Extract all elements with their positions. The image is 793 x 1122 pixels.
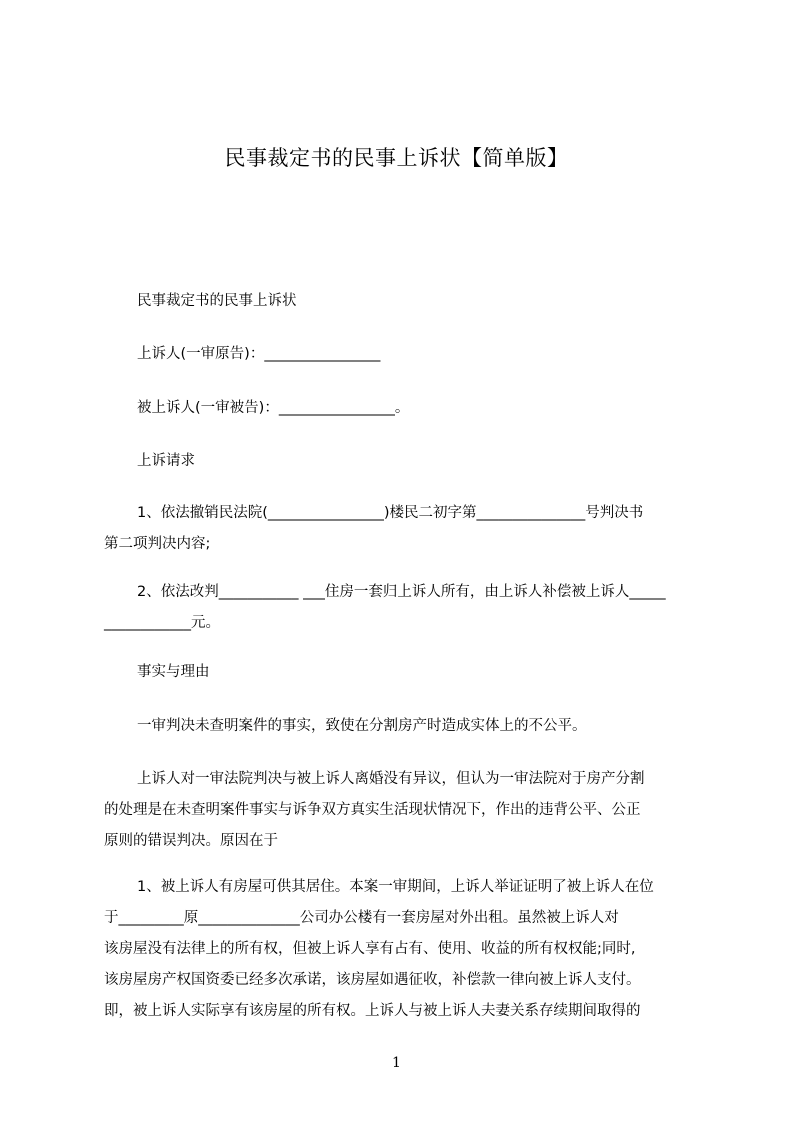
request-1-line-1: 1、依法撤销民法院(________________)楼民二初字第_______________号判决书	[137, 505, 644, 521]
fact-2-line-4: 该房屋房产权国资委已经多次承诺，该房屋如遇征收，补偿款一律向被上诉人支付。	[104, 972, 641, 988]
fact-2-line-5: 即，被上诉人实际享有该房屋的所有权。上诉人与被上诉人夫妻关系存续期间取得的	[104, 1003, 641, 1019]
fact-intro: 一审判决未查明案件的事实，致使在分割房产时造成实体上的不公平。	[137, 718, 587, 734]
fact-paragraph-1	[104, 764, 698, 857]
request-1-line-2: 第二项判决内容;	[104, 536, 211, 552]
document-title: 民事裁定书的民事上诉状【简单版】	[224, 146, 569, 170]
page-number: 1	[392, 1055, 401, 1071]
fact-2-line-3: 该房屋没有法律上的所有权，但被上诉人享有占有、使用、收益的所有权权能;同时,	[104, 941, 636, 957]
section-heading-request: 上诉请求	[137, 453, 195, 469]
request-item-2	[104, 577, 698, 639]
fact-2-line-2: 于_________原______________公司办公楼有一套房屋对外出租。虽然被上诉人对	[104, 910, 619, 926]
fact-1-line-2: 的处理是在未查明案件事实与诉争双方真实生活现状情况下，作出的违背公平、公正	[104, 802, 641, 818]
request-2-line-1: 2、依法改判___________ ___住房一套归上诉人所有，由上诉人补偿被上诉人_____	[137, 584, 666, 600]
fact-1-line-1: 上诉人对一审法院判决与被上诉人离婚没有异议，但认为一审法院对于房产分割	[137, 771, 645, 787]
section-heading-facts: 事实与理由	[137, 664, 210, 680]
request-item-1	[104, 498, 698, 560]
request-2-line-2: ____________元。	[104, 615, 220, 631]
appellee-line: 被上诉人(一审被告)：________________。	[137, 400, 410, 416]
document-heading: 民事裁定书的民事上诉状	[137, 293, 297, 309]
fact-2-line-1: 1、被上诉人有房屋可供其居住。本案一审期间，上诉人举证证明了被上诉人在位	[137, 879, 654, 895]
appellant-line: 上诉人(一审原告)：________________	[137, 346, 381, 362]
fact-1-line-3: 原则的错误判决。原因在于	[104, 833, 278, 849]
fact-paragraph-2	[104, 872, 698, 1027]
